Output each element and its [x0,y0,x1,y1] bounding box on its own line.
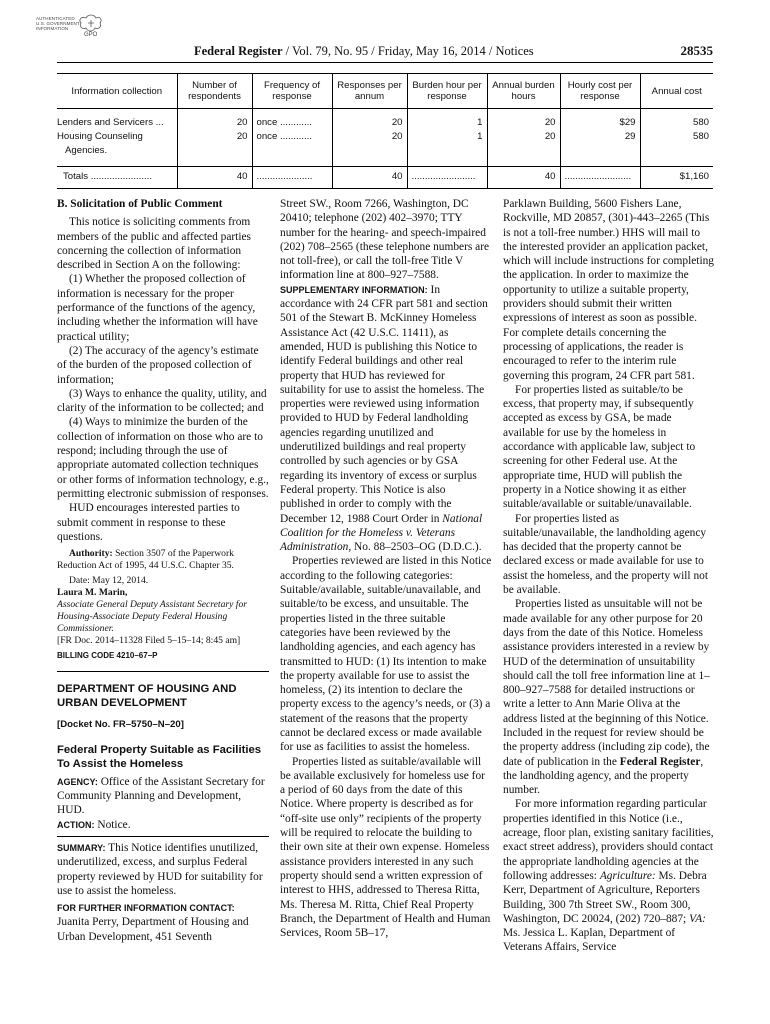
table-cell: 20 [177,109,252,131]
divider [57,671,269,672]
column-header: Information collection [57,74,177,109]
table-cell: Agencies. [65,145,108,156]
table-cell: once ............ [252,130,332,144]
paragraph [503,597,715,797]
column-header: Burden hour per response [407,74,487,109]
table-totals-row [57,167,713,189]
column-header: Responses per annum [332,74,407,109]
ffi-text: Juanita Perry, Department of Housing and Urban Development, 451 Seventh [57,916,249,943]
table-cell: 1 [407,130,487,144]
table-cell: Totals ....................... [57,167,177,189]
table-cell [560,144,640,167]
agency-text: Office of the Assistant Secretary for Community Planning and Development, HUD. [57,775,265,817]
paragraph: This notice is soliciting comments from members of the public and affected parties concerning the collection of information described in Section A on the following: [57,216,251,272]
table-cell: 20 [487,130,560,144]
column-header: Annual burden hours [487,74,560,109]
agency-paragraph [57,775,269,818]
signer-title: Associate General Deputy Assistant Secretary for Housing-Associate Deputy Federal Housing Commissioner. [57,599,247,635]
department-name: DEPARTMENT OF HOUSING AND URBAN DEVELOPMENT [57,683,237,710]
paragraph-text: Ms. Jessica L. Kaplan, Department of Veterans Affairs, Service [503,927,676,954]
paragraph: HUD encourages interested parties to submit comment in response to these questions. [57,502,240,543]
supplementary-text: In accordance with 24 CFR part 581 and section 501 of the Stewart B. McKinney Homeless Assistance Act (42 U.S.C. 11411), as amended, HUD is publishing this Notice to identify Federal buildings and other real property that HUD has reviewed for suitability for use to assist the homeless. The properties were reviewed using information provided to HUD by Federal landholding agencies regarding unutilized and underutilized buildings and real property controlled by such agencies or by GSA regarding its inventory of excess or surplus Federal property. This Notice is also published in order to comply with the December 12, 1988 Court Order in [280,283,488,525]
table-cell: 20 [487,109,560,131]
table-row [57,144,713,167]
header-rule [57,62,713,63]
table-cell: 20 [332,109,407,131]
paragraph-text: Properties listed as unsuitable will not be made available for any other purpose for 20 days from the date of this Notice. Homeless assistance providers interested in a review by HUD of the determination of unsuitability should call the toll free information line at 1–800–927–7588 for detailed instructions or write a letter to Ann Marie Oliva at the address listed at the beginning of this Notice. Included in the request for review should be the property address (including zip code), the date of publication in the [503,598,710,768]
billing-code: BILLING CODE 4210–67–P [57,651,158,661]
table-cell: Lenders and Servicers ... [57,117,164,128]
dated: Date: May 12, 2014. [69,575,149,587]
action-paragraph [57,818,269,832]
paragraph: (4) Ways to minimize the burden of the collection of information on those who are to respond; including through the use of appropriate automated collection techniques or other forms of information technology, e.g., permitting electronic submission of responses. [57,416,269,500]
summary-label: SUMMARY: [57,842,106,853]
signer-name: Laura M. Marin, [57,587,128,599]
authority-text: Section 3507 of the Paperwork Reduction Act of 1995, 44 U.S.C. Chapter 35. [57,548,234,572]
paragraph-text: For more information regarding particular properties identified in this Notice (i.e., acreage, floor plan, existing sanitary facilities, exact street address), providers should contact the appropriate landholding agencies at the following addresses: [503,798,714,882]
case-number: No. 88–2503–OG (D.D.C.). [351,541,482,554]
supplementary-label: SUPPLEMENTARY INFORMATION: [280,284,428,295]
authority-label: Authority: [69,548,113,560]
table-cell [332,144,407,167]
paragraph: For properties listed as suitable/to be excess, that property may, if subsequently accepted as excess by GSA, be made available for use by the homeless in accordance with applicable law, subject to screening for other Federal use. At the appropriate time, HUD will publish the property in a Notice showing it as either suitable/available or suitable/unavailable. [503,383,696,511]
column-middle [280,197,492,940]
column-header: Hourly cost per response [560,74,640,109]
agency-va: VA: [689,912,706,925]
header-title [194,44,534,59]
paragraph: Properties listed as suitable/available will be available exclusively for homeless use for a period of 60 days from the date of this Notice. Where property is described as for “off-site use only” recipients of the property will be required to relocate the building to their own site at their own expense. Homeless assistance providers interested in any such property should send a written expression of interest to HHS, addressed to Theresa Ritta, Ms. Theresa M. Ritta, Chief Real Property Branch, the Department of Health and Human Services, Room 5B–17, [280,755,491,940]
action-text: Notice. [94,818,131,831]
table-cell: ........................ [407,167,487,189]
table-row [57,130,713,144]
paragraph: (3) Ways to enhance the quality, utility, and clarity of the information to be collected; and [57,387,267,415]
column-header: Annual cost [640,74,713,109]
divider [57,836,269,837]
docket-number: [Docket No. FR–5750–N–20] [57,719,184,731]
table-cell: 20 [177,130,252,144]
table-row [57,109,713,131]
agency-label: AGENCY: [57,776,98,787]
logo-caption: AUTHENTICATED U.S. GOVERNMENT INFORMATION [36,16,80,31]
paragraph: Properties reviewed are listed in this Notice according to the following categories: Suitable/available, suitable/unavailable, and suitable/to be excess, and unsuitable. The properties listed in the three suitable categories have been reviewed by the landholding agencies, and each agency has transmitted to HUD: (1) Its intention to make the property available for use to assist the homeless, (2) its intention to declare the property excess to the agency’s needs, or (3) a statement of the reasons that the property cannot be declared excess or made available for use as facilities to assist the homeless. [280,555,492,754]
summary-text: This Notice identifies unutilized, underutilized, excess, and surplus Federal property reviewed by HUD for suitability for use to assist the homeless. [57,841,263,897]
table-cell: 29 [560,130,640,144]
table-cell [252,144,332,167]
burden-table [57,73,713,189]
issue-info: / Vol. 79, No. 95 / Friday, May 16, 2014 / Notices [282,44,534,58]
column-right [503,197,715,955]
table-cell: 580 [640,130,713,144]
section-heading: B. Solicitation of Public Comment [57,198,223,210]
journal-name: Federal Register [194,44,283,58]
page-number: 28535 [680,43,713,58]
table-cell: 1 [407,109,487,131]
action-label: ACTION: [57,819,95,830]
paragraph: For properties listed as suitable/unavailable, the landholding agency has decided that the property cannot be declared excess or made available for use to assist the homeless, and the property will not be available. [503,512,708,597]
paragraph: Street SW., Room 7266, Washington, DC 20410; telephone (202) 402–3970; TTY number for the hearing- and speech-impaired (202) 708–2565 (these telephone numbers are not toll-free), or call the toll-free Title V information line at 800–927–7588. [280,198,490,282]
table-cell: ......................... [560,167,640,189]
logo-gpo: GPO [84,32,98,38]
table-cell: 40 [332,167,407,189]
column-left [57,197,269,944]
gpo-authentication-logo [36,12,106,46]
table-cell: Housing Counseling [57,131,143,142]
paragraph [503,797,715,954]
ffi-label: FOR FURTHER INFORMATION CONTACT: [57,903,235,914]
notice-title: Federal Property Suitable as Facilities To Assist the Homeless [57,743,262,770]
table-cell: ..................... [252,167,332,189]
table-cell: once ............ [252,109,332,131]
running-header [57,44,713,60]
table-cell: $29 [560,109,640,131]
supplementary-paragraph [280,283,492,555]
table-cell [640,144,713,167]
table-cell: 40 [487,167,560,189]
federal-register-ref: Federal Register [619,755,701,768]
paragraph: (2) The accuracy of the agency’s estimate of the burden of the proposed collection of information; [57,344,259,386]
column-header: Frequency of response [252,74,332,109]
paragraph-text: , the landholding agency, and the property number. [503,755,704,797]
table-cell: 40 [177,167,252,189]
case-name: National Coalition for the Homeless v. Veterans Administration, [280,512,483,554]
table-cell: 580 [640,109,713,131]
table-header-row [57,74,713,109]
paragraph-text: Ms. Debra Kerr, Department of Agriculture, Reporters Building, 300 7th Street SW., Room 300, Washington, DC 20024, (202) 720–887; [503,869,707,925]
agency-agriculture: Agriculture: [599,869,656,882]
paragraph: Parklawn Building, 5600 Fishers Lane, Rockville, MD 20857, (301)-443–2265 (This is not a toll-free number.) HHS will mail to the interested provider an application packet, which will include instructions for completing the application. In order to maximize the opportunity to utilize a suitable property, providers should submit their written expressions of interest as soon as possible. For complete details concerning the processing of applications, the reader is encouraged to refer to the interim rule governing this program, 24 CFR part 581. [503,198,715,382]
authority-paragraph [57,548,269,572]
table-cell [487,144,560,167]
table-cell [407,144,487,167]
paragraph: (1) Whether the proposed collection of information is necessary for the proper performance of the functions of the agency, including whether the information will have practical utility; [57,273,258,343]
table-cell: 20 [332,130,407,144]
table-cell: $1,160 [640,167,713,189]
fr-doc: [FR Doc. 2014–11328 Filed 5–15–14; 8:45 am] [57,635,241,647]
column-header: Number of respondents [177,74,252,109]
table-cell [177,144,252,167]
summary-paragraph [57,841,269,898]
